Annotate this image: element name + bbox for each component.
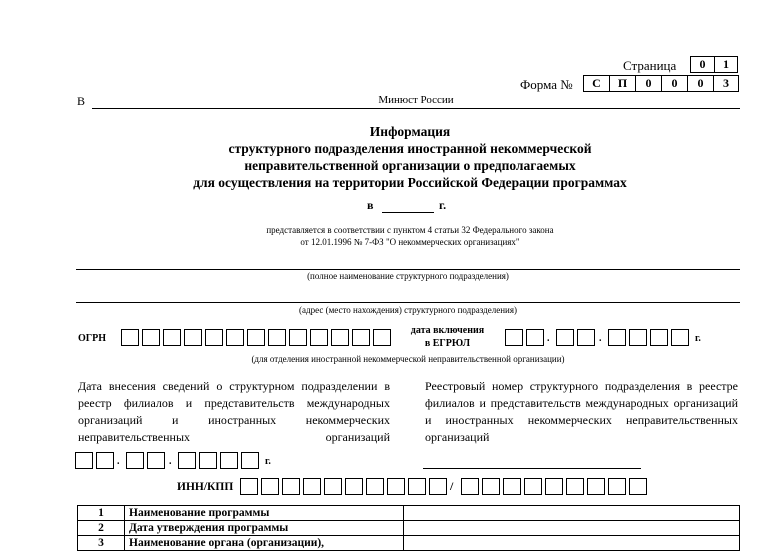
date-dot: . [547,333,550,344]
full-name-caption: (полное наименование структурного подразделения) [307,271,509,281]
inn-cell[interactable] [366,478,384,495]
egrul-month-cells [556,329,598,346]
ogrn-cell[interactable] [268,329,286,346]
ogrn-cell[interactable] [289,329,307,346]
year-suffix: г. [439,198,447,212]
row-number: 2 [78,521,125,536]
form-code-cell: 0 [635,75,661,92]
date-dot: . [169,456,172,467]
date-cell[interactable] [220,452,238,469]
row-value-input[interactable] [404,536,740,551]
form-code-cell: 0 [661,75,687,92]
date-cell[interactable] [505,329,523,346]
row-number: 3 [78,536,125,551]
kpp-cell[interactable] [503,478,521,495]
date-cell[interactable] [147,452,165,469]
year-input[interactable] [382,199,434,213]
ogrn-cell[interactable] [142,329,160,346]
egrul-date-label: дата включения в ЕГРЮЛ [410,325,485,349]
registry-date-text: Дата внесения сведений о структурном подразделении в реестр филиалов и представительств международных организаций и иностранных некоммерческих неправительственных организаций [78,379,390,444]
date-cell[interactable] [577,329,595,346]
row-value-input[interactable] [404,521,740,536]
registry-number-text: Реестровый номер структурного подразделения в реестре филиалов и представительств международных организаций и иностранных некоммерческих неправительственных организаций [425,379,738,444]
title-line: структурного подразделения иностранной некоммерческой [228,141,592,156]
inn-kpp-separator: / [450,479,454,493]
kpp-cell[interactable] [608,478,626,495]
ogrn-cell[interactable] [247,329,265,346]
legal-basis-line: от 12.01.1996 № 7-ФЗ "О некоммерческих организациях" [300,237,520,247]
egrul-year-cells [608,329,692,346]
title-line: для осуществления на территории Российской Федерации программах [193,175,627,190]
inn-cell[interactable] [261,478,279,495]
legal-basis [80,224,740,248]
inn-cell[interactable] [387,478,405,495]
recipient-field[interactable] [92,94,740,109]
ogrn-cell[interactable] [373,329,391,346]
row-label: Наименование программы [125,506,404,521]
inn-kpp-label: ИНН/КПП [177,481,234,493]
form-label: Форма № [520,77,573,92]
registry-day-cells [75,452,117,469]
ogrn-cell[interactable] [184,329,202,346]
egrul-day-cells [505,329,547,346]
date-cell[interactable] [96,452,114,469]
inn-cell[interactable] [324,478,342,495]
form-code-cell: П [609,75,635,92]
ogrn-cells [121,329,394,346]
ogrn-cell[interactable] [331,329,349,346]
row-value-input[interactable] [404,506,740,521]
form-code-cell: С [583,75,609,92]
date-cell[interactable] [556,329,574,346]
page-number-cells [690,56,738,73]
kpp-cell[interactable] [566,478,584,495]
page-digit-cell[interactable]: 1 [714,56,738,73]
date-cell[interactable] [526,329,544,346]
row-label: Дата утверждения программы [125,521,404,536]
date-dot: . [599,333,602,344]
full-name-input[interactable] [76,255,740,270]
date-cell[interactable] [199,452,217,469]
inn-cell[interactable] [345,478,363,495]
page-digit-cell[interactable]: 0 [690,56,714,73]
document-title [80,123,740,191]
title-line: Информация [369,124,451,139]
year-prefix: в [367,198,374,212]
inn-cell[interactable] [303,478,321,495]
form-code-cell: 0 [687,75,713,92]
address-input[interactable] [76,288,740,303]
recipient-prefix: В [77,94,86,108]
inn-cells [240,478,450,495]
inn-cell[interactable] [429,478,447,495]
form-code-cells [583,75,739,92]
date-cell[interactable] [178,452,196,469]
date-cell[interactable] [241,452,259,469]
ogrn-cell[interactable] [310,329,328,346]
kpp-cell[interactable] [587,478,605,495]
ogrn-label: ОГРН [78,333,107,344]
row-label: Наименование органа (организации), [125,536,404,551]
kpp-cell[interactable] [461,478,479,495]
kpp-cell[interactable] [545,478,563,495]
ogrn-cell[interactable] [226,329,244,346]
kpp-cell[interactable] [629,478,647,495]
date-cell[interactable] [126,452,144,469]
kpp-cell[interactable] [482,478,500,495]
form-code-cell: 3 [713,75,739,92]
date-cell[interactable] [650,329,668,346]
date-cell[interactable] [608,329,626,346]
ogrn-cell[interactable] [121,329,139,346]
kpp-cells [461,478,650,495]
date-dot: . [117,456,120,467]
ogrn-cell[interactable] [205,329,223,346]
registry-year-cells [178,452,262,469]
legal-basis-line: представляется в соответствии с пунктом 4 статьи 32 Федерального закона [266,225,554,235]
row-number: 1 [78,506,125,521]
registry-year-suffix: г. [265,456,271,467]
title-line: неправительственной организации о предполагаемых [244,158,576,173]
table-row [78,506,740,521]
date-cell[interactable] [75,452,93,469]
registry-number-input[interactable] [423,454,641,469]
branch-note: (для отделения иностранной некоммерческой неправительственной организации) [251,354,565,364]
table-row [78,536,740,551]
inn-cell[interactable] [408,478,426,495]
program-table [77,505,740,551]
inn-cell[interactable] [240,478,258,495]
egrul-year-suffix: г. [695,333,701,344]
inn-cell[interactable] [282,478,300,495]
recipient-name: Минюст России [378,94,454,106]
table-row [78,521,740,536]
date-cell[interactable] [671,329,689,346]
date-cell[interactable] [629,329,647,346]
registry-month-cells [126,452,168,469]
ogrn-cell[interactable] [352,329,370,346]
ogrn-cell[interactable] [163,329,181,346]
address-caption: (адрес (место нахождения) структурного подразделения) [299,305,517,315]
kpp-cell[interactable] [524,478,542,495]
page-label: Страница [623,58,677,73]
